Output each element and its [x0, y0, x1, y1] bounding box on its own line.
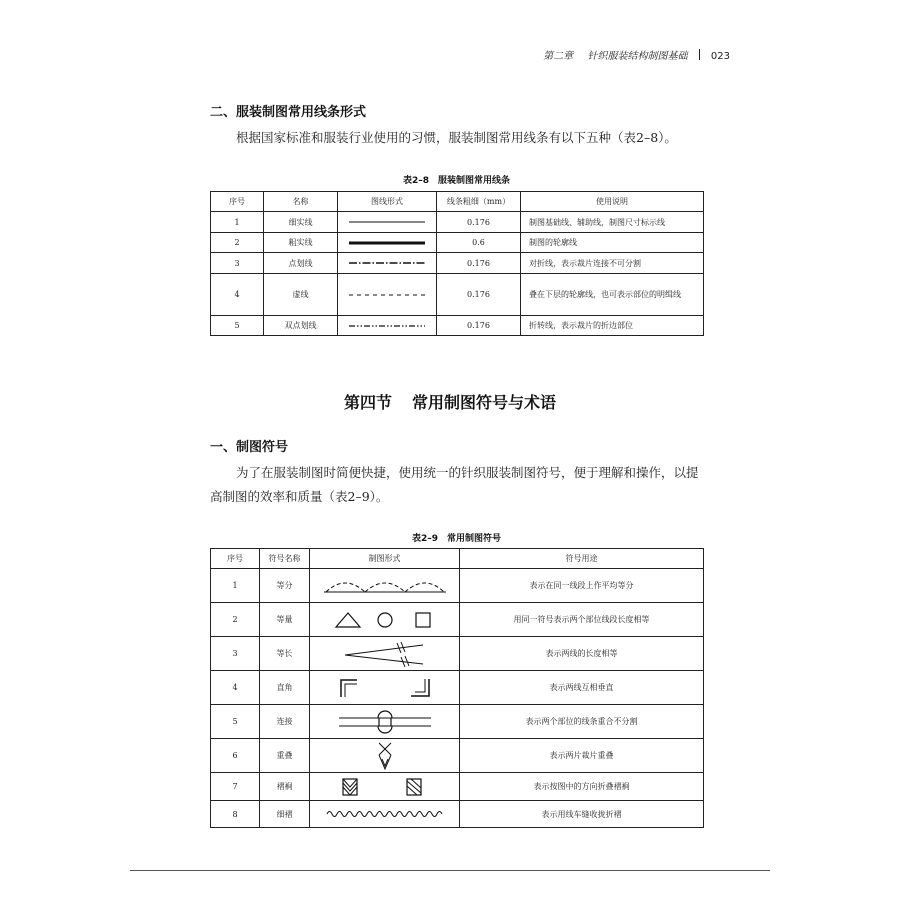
row-index: 1	[211, 212, 264, 233]
dashed-line-sample	[338, 274, 437, 316]
table-2-8-caption: 表2–8 服装制图常用线条	[402, 176, 511, 186]
row-index: 8	[211, 801, 260, 828]
row-width: 0.176	[437, 316, 521, 336]
row-index: 2	[211, 233, 264, 253]
table-row	[211, 637, 704, 671]
row-index: 4	[211, 274, 264, 316]
dashed-line-icon	[347, 291, 427, 299]
row-index: 7	[211, 773, 260, 801]
table-row	[211, 212, 704, 233]
row-usage: 制图基础线、辅助线，制图尺寸标示线	[521, 212, 704, 233]
row-name: 连接	[260, 705, 310, 739]
row-name: 等长	[260, 637, 310, 671]
header-separator	[699, 49, 700, 60]
table-row	[211, 801, 704, 828]
table-row	[211, 603, 704, 637]
row-name: 褶裥	[260, 773, 310, 801]
thin-solid-line-sample	[338, 212, 437, 233]
equal-division-icon	[322, 575, 448, 597]
section-name: 常用制图符号与术语	[412, 393, 557, 412]
header-form: 图线形式	[338, 192, 437, 212]
header-index: 序号	[211, 192, 264, 212]
row-width: 0.6	[437, 233, 521, 253]
dash-dot-line-sample	[338, 253, 437, 274]
dash-double-dot-line-icon	[347, 322, 427, 330]
row-usage: 折转线，表示裁片的折边部位	[521, 316, 704, 336]
right-angle-icon	[335, 677, 435, 699]
row-index: 1	[211, 569, 260, 603]
row-usage: 对折线，表示裁片连接不可分割	[521, 253, 704, 274]
row-width: 0.176	[437, 253, 521, 274]
table-row	[211, 773, 704, 801]
table-row	[211, 705, 704, 739]
intro-paragraph-lines: 根据国家标准和服装行业使用的习惯，服装制图常用线条有以下五种（表2–8）。	[236, 130, 677, 145]
row-name: 双点划线	[264, 316, 338, 336]
header-index: 序号	[211, 549, 260, 569]
row-usage: 表示两线的长度相等	[460, 637, 704, 671]
row-name: 粗实线	[264, 233, 338, 253]
overlap-icon	[365, 741, 405, 771]
equal-division-symbol	[310, 569, 460, 603]
table-2-9-header-row	[211, 549, 704, 569]
right-angle-symbol	[310, 671, 460, 705]
gather-symbol	[310, 801, 460, 828]
symbols-paragraph-line-2: 高制图的效率和质量（表2–9）。	[210, 489, 389, 504]
table-row	[211, 569, 704, 603]
symbols-heading: 一、制图符号	[210, 440, 289, 455]
row-width: 0.176	[437, 274, 521, 316]
row-usage: 制图的轮廓线	[521, 233, 704, 253]
row-usage: 表示两个部位的线条重合不分割	[460, 705, 704, 739]
table-2-8-header-row	[211, 192, 704, 212]
dash-double-dot-line-sample	[338, 316, 437, 336]
table-row	[211, 671, 704, 705]
dash-dot-line-icon	[347, 259, 427, 267]
row-index: 6	[211, 739, 260, 773]
row-name: 重叠	[260, 739, 310, 773]
row-usage: 表示在同一线段上作平均等分	[460, 569, 704, 603]
chapter-title: 针织服装结构制图基础	[587, 51, 688, 62]
row-usage: 表示两线互相垂直	[460, 671, 704, 705]
header-usage: 使用说明	[521, 192, 704, 212]
row-name: 细实线	[264, 212, 338, 233]
row-usage: 叠在下层的轮廓线，也可表示部位的明缉线	[521, 274, 704, 316]
row-index: 5	[211, 705, 260, 739]
row-index: 3	[211, 253, 264, 274]
section-number: 第四节	[343, 393, 392, 412]
header-symbol-name: 符号名称	[260, 549, 310, 569]
row-name: 细褶	[260, 801, 310, 828]
row-name: 等量	[260, 603, 310, 637]
row-width: 0.176	[437, 212, 521, 233]
row-name: 直角	[260, 671, 310, 705]
table-row	[211, 274, 704, 316]
row-index: 2	[211, 603, 260, 637]
table-2-9	[210, 548, 704, 828]
connection-icon	[335, 709, 435, 735]
equal-length-symbol	[310, 637, 460, 671]
equal-quantity-symbol	[310, 603, 460, 637]
row-index: 4	[211, 671, 260, 705]
table-2-8	[210, 191, 704, 336]
row-name: 等分	[260, 569, 310, 603]
row-usage: 表示两片裁片重叠	[460, 739, 704, 773]
connection-symbol	[310, 705, 460, 739]
table-row	[211, 233, 704, 253]
table-row	[211, 316, 704, 336]
row-name: 点划线	[264, 253, 338, 274]
thick-solid-line-sample	[338, 233, 437, 253]
header-name: 名称	[264, 192, 338, 212]
thick-solid-line-icon	[347, 239, 427, 247]
overlap-symbol	[310, 739, 460, 773]
table-row	[211, 739, 704, 773]
table-row	[211, 253, 704, 274]
section-title	[0, 390, 900, 413]
header-form: 制图形式	[310, 549, 460, 569]
pleat-icon	[335, 777, 435, 797]
row-usage: 用同一符号表示两个部位线段长度相等	[460, 603, 704, 637]
row-usage: 表示用线车缝收拢折褶	[460, 801, 704, 828]
section-heading-lines: 二、服装制图常用线条形式	[210, 105, 367, 120]
equal-length-icon	[335, 641, 435, 667]
gather-wave-icon	[325, 807, 445, 821]
row-index: 5	[211, 316, 264, 336]
table-2-9-caption: 表2–9 常用制图符号	[411, 534, 502, 544]
thin-solid-line-icon	[347, 218, 427, 226]
header-usage: 符号用途	[460, 549, 704, 569]
pleat-symbol	[310, 773, 460, 801]
footer-rule	[130, 870, 770, 871]
row-index: 3	[211, 637, 260, 671]
page-number: 023	[710, 51, 730, 62]
chapter-label: 第二章	[543, 51, 574, 62]
equal-quantity-icon	[330, 610, 440, 630]
running-head	[543, 47, 730, 62]
symbols-paragraph-line-1: 为了在服装制图时简便快捷，使用统一的针织服装制图符号，便于理解和操作，以提	[236, 465, 699, 480]
header-width: 线条粗细（mm）	[437, 192, 521, 212]
row-name: 虚线	[264, 274, 338, 316]
row-usage: 表示按图中的方向折叠褶裥	[460, 773, 704, 801]
